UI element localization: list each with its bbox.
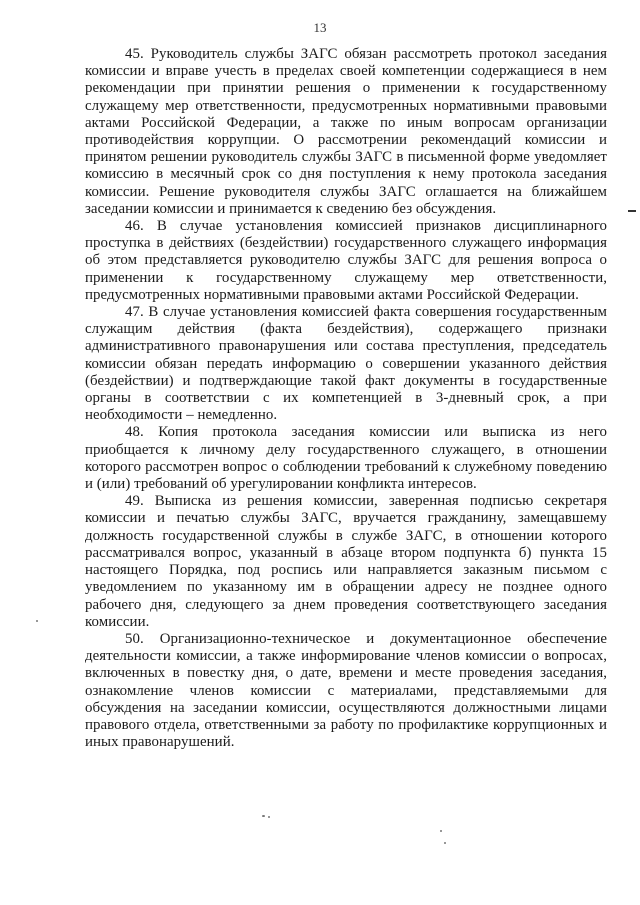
page-number: 13	[313, 20, 327, 35]
scan-speck	[262, 815, 265, 817]
scan-speck	[440, 830, 442, 832]
scan-speck	[444, 842, 446, 844]
scan-speck	[268, 816, 270, 818]
margin-scan-mark	[628, 210, 636, 212]
document-body	[85, 46, 607, 751]
paragraph-46: 46. В случае установления комиссией признаков дисциплинарного проступка в действиях (бездействии) государственного служащего информация об этом представляется руководителю службы ЗАГС для решения вопроса о применении к государственному служащему мер ответственности, предусмотренных нормативными правовыми актами Российской Федерации.	[85, 218, 607, 303]
scan-speck	[36, 620, 38, 622]
paragraph-48: 48. Копия протокола заседания комиссии или выписка из него приобщается к личному делу государственного служащего, в отношении которого рассмотрен вопрос о соблюдении требований к служебному поведению и (или) требований об урегулировании конфликта интересов.	[85, 424, 607, 493]
paragraph-47: 47. В случае установления комиссией факта совершения государственным служащим действия (факта бездействия), содержащего признаки административного правонарушения или состава преступления, председатель комиссии обязан передать информацию о совершении указанного действия (бездействии) и подтверждающие такой факт документы в государственные органы в соответствии с их компетенцией в 3-дневный срок, а при необходимости – немедленно.	[85, 304, 607, 424]
paragraph-50: 50. Организационно-техническое и документационное обеспечение деятельности комиссии, а также информирование членов комиссии о вопросах, включенных в повестку дня, о дате, времени и месте проведения заседания, ознакомление членов комиссии с материалами, представляемыми для обсуждения на заседании комиссии, осуществляются должностными лицами правового отдела, ответственными за работу по профилактике коррупционных и иных правонарушений.	[85, 630, 607, 751]
paragraph-45: 45. Руководитель службы ЗАГС обязан рассмотреть протокол заседания комиссии и вправе учесть в пределах своей компетенции содержащиеся в нем рекомендации при принятии решения о применении к государственному служащему мер ответственности, предусмотренных нормативными правовыми актами Российской Федерации, а также по иным вопросам организации противодействия коррупции. О рассмотрении рекомендаций комиссии и принятом решении руководитель службы ЗАГС в письменной форме уведомляет комиссию в месячный срок со дня поступления к нему протокола заседания комиссии. Решение руководителя службы ЗАГС оглашается на ближайшем заседании комиссии и принимается к сведению без обсуждения.	[85, 46, 607, 217]
paragraph-49: 49. Выписка из решения комиссии, заверенная подписью секретаря комиссии и печатью службы ЗАГС, вручается гражданину, замещавшему должность государственной службы в службе ЗАГС, в отношении которого рассматривался вопрос, указанный в абзаце втором подпункта б) пункта 15 настоящего Порядка, под роспись или направляется заказным письмом с уведомлением по указанному им в обращении адресу не позднее одного рабочего дня, следующего за днем проведения соответствующего заседания комиссии.	[85, 493, 607, 630]
